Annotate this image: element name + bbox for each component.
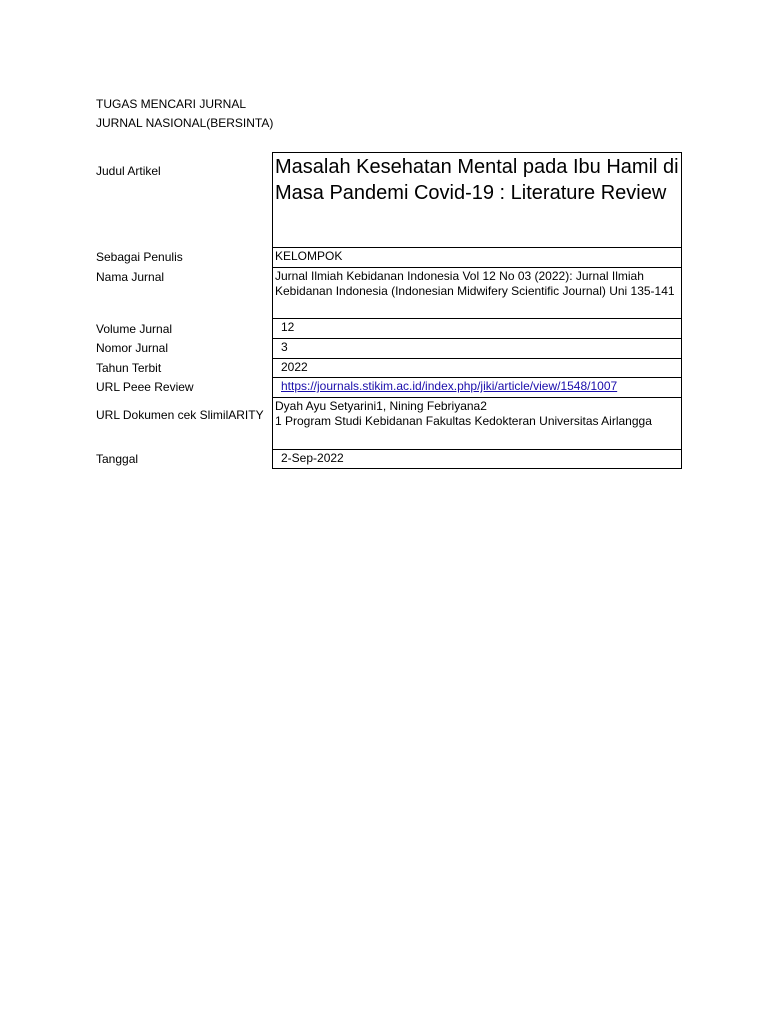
- label-volume-jurnal: Volume Jurnal: [96, 322, 173, 336]
- label-tanggal: Tanggal: [96, 452, 139, 466]
- label-url-dokumen-similarity: URL Dokumen cek SlimilARITY: [96, 408, 264, 422]
- doc-heading-journal-type: JURNAL NASIONAL(BERSINTA): [96, 116, 274, 130]
- similarity-affiliation: 1 Program Studi Kebidanan Fakultas Kedokteran Universitas Airlangga: [275, 414, 652, 428]
- value-tahun-terbit: 2022: [272, 358, 682, 378]
- value-nama-jurnal: Jurnal Ilmiah Kebidanan Indonesia Vol 12 No 03 (2022): Jurnal Ilmiah Kebidanan Indonesia (Indonesian Midwifery Scientific Journal) Uni 135-141: [272, 267, 682, 319]
- label-nomor-jurnal: Nomor Jurnal: [96, 341, 169, 355]
- value-nomor-jurnal: 3: [272, 338, 682, 359]
- label-tahun-terbit: Tahun Terbit: [96, 361, 162, 375]
- value-tanggal: 2-Sep-2022: [272, 449, 682, 469]
- label-url-peer-review: URL Peee Review: [96, 380, 194, 394]
- value-url-dokumen-similarity: [272, 397, 682, 450]
- similarity-authors: Dyah Ayu Setyarini1, Nining Febriyana2: [275, 399, 487, 413]
- value-judul-artikel: Masalah Kesehatan Mental pada Ibu Hamil di Masa Pandemi Covid-19 : Literature Review: [272, 152, 682, 248]
- value-volume-jurnal: 12: [272, 318, 682, 339]
- doc-heading-task: TUGAS MENCARI JURNAL: [96, 97, 247, 111]
- value-sebagai-penulis: KELOMPOK: [272, 247, 682, 268]
- url-peer-review-link[interactable]: https://journals.stikim.ac.id/index.php/jiki/article/view/1548/1007: [281, 379, 618, 393]
- value-url-peer-review: [272, 377, 682, 398]
- label-sebagai-penulis: Sebagai Penulis: [96, 250, 183, 264]
- label-judul-artikel: Judul Artikel: [96, 164, 161, 178]
- label-nama-jurnal: Nama Jurnal: [96, 270, 165, 284]
